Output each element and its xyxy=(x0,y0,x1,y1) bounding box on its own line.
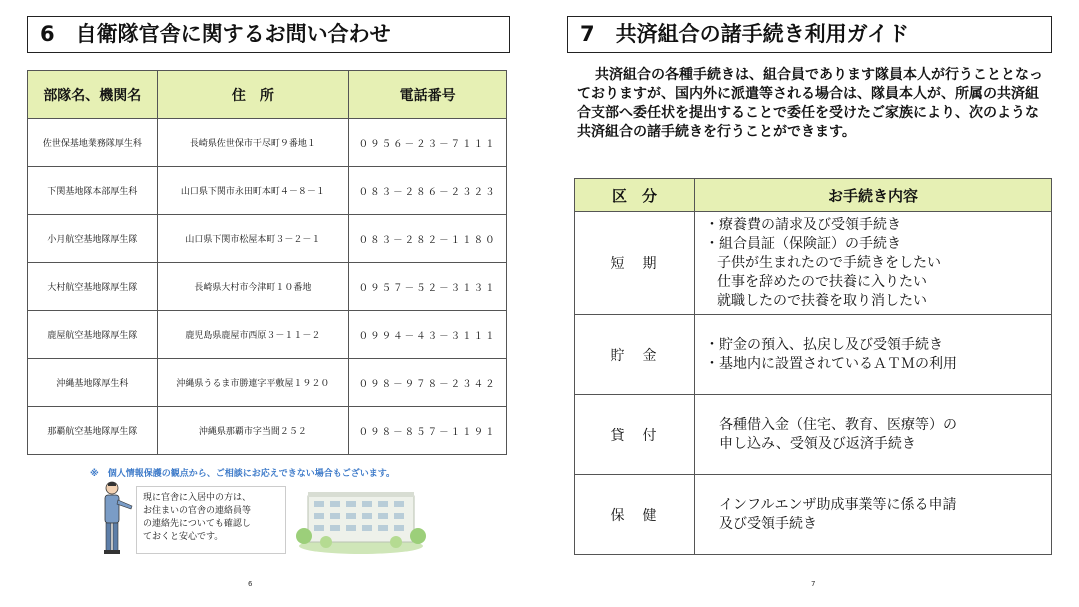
phone-cell: ０８３－２８２－１１８０ xyxy=(349,215,507,263)
address-cell: 山口県下関市永田町本町４－８－１ xyxy=(157,167,349,215)
address-cell: 沖縄県那覇市字当間２５２ xyxy=(157,407,349,455)
speech-line: お住まいの官舎の連絡員等 xyxy=(143,506,252,516)
table-header-row xyxy=(575,179,1052,212)
content-cell xyxy=(695,395,1052,475)
phone-cell: ０９８－９７８－２３４２ xyxy=(349,359,507,407)
unit-cell: 小月航空基地隊厚生隊 xyxy=(28,215,158,263)
address-cell: 長崎県大村市今津町１０番地 xyxy=(157,263,349,311)
table-row xyxy=(28,119,507,167)
address-cell: 長崎県佐世保市干尽町９番地１ xyxy=(157,119,349,167)
content-line: 及び受領手続き xyxy=(719,515,817,532)
content-cell xyxy=(695,212,1052,315)
header-unit: 部隊名、機関名 xyxy=(28,71,158,119)
content-line: ・基地内に設置されているＡＴＭの利用 xyxy=(705,355,957,372)
unit-cell: 佐世保基地業務隊厚生科 xyxy=(28,119,158,167)
contact-table xyxy=(27,70,507,455)
content-line: インフルエンザ助成事業等に係る申請 xyxy=(719,496,957,513)
content-line: 就職したので扶養を取り消したい xyxy=(717,292,927,309)
table-row xyxy=(28,359,507,407)
header-address: 住 所 xyxy=(157,71,349,119)
procedure-table xyxy=(574,178,1052,555)
speech-line: 現に官舎に入居中の方は、 xyxy=(143,493,252,503)
unit-cell: 沖縄基地隊厚生科 xyxy=(28,359,158,407)
content-line: 仕事を辞めたので扶養に入りたい xyxy=(717,273,927,290)
table-row xyxy=(28,215,507,263)
table-header-row xyxy=(28,71,507,119)
content-line: ・組合員証（保険証）の手続き xyxy=(705,235,901,252)
content-line: ・療養費の請求及び受領手続き xyxy=(705,216,901,233)
speech-bubble xyxy=(136,486,286,554)
table-row xyxy=(28,311,507,359)
speech-line: の連絡先についても確認し xyxy=(143,519,251,529)
phone-cell: ０９９４－４３－３１１１ xyxy=(349,311,507,359)
table-row xyxy=(28,263,507,311)
unit-cell: 下関基地隊本部厚生科 xyxy=(28,167,158,215)
content-line: 子供が生まれたので手続きをしたい xyxy=(717,254,941,271)
category-cell: 短 期 xyxy=(575,212,695,315)
content-cell xyxy=(695,475,1052,555)
content-cell xyxy=(695,315,1052,395)
phone-cell: ０９５６－２３－７１１１ xyxy=(349,119,507,167)
unit-cell: 鹿屋航空基地隊厚生隊 xyxy=(28,311,158,359)
category-cell: 貸 付 xyxy=(575,395,695,475)
address-cell: 沖縄県うるま市勝連字平敷屋１９２０ xyxy=(157,359,349,407)
phone-cell: ０９８－８５７－１１９１ xyxy=(349,407,507,455)
table-row xyxy=(575,315,1052,395)
table-row xyxy=(575,212,1052,315)
apartment-building-icon xyxy=(296,484,426,554)
privacy-note: ※ 個人情報保護の観点から、ご相談にお応えできない場合もございます。 xyxy=(90,469,396,479)
page-number: 7 xyxy=(811,580,816,588)
header-category: 区 分 xyxy=(575,179,695,212)
content-line: 各種借入金（住宅、教育、医療等）の xyxy=(719,416,957,433)
right-page xyxy=(540,0,1079,607)
phone-cell: ０９５７－５２－３１３１ xyxy=(349,263,507,311)
header-content: お手続き内容 xyxy=(695,179,1052,212)
header-phone: 電話番号 xyxy=(349,71,507,119)
page-number: 6 xyxy=(248,580,253,588)
table-row xyxy=(28,407,507,455)
category-cell: 貯 金 xyxy=(575,315,695,395)
section-title-6: 6 自衛隊官舎に関するお問い合わせ xyxy=(27,16,510,53)
unit-cell: 那覇航空基地隊厚生隊 xyxy=(28,407,158,455)
phone-cell: ０８３－２８６－２３２３ xyxy=(349,167,507,215)
address-cell: 山口県下関市松屋本町３－２－１ xyxy=(157,215,349,263)
intro-paragraph: 共済組合の各種手続きは、組合員であります隊員本人が行うこととなっておりますが、国内外に派遣等される場合は、隊員本人が、所属の共済組合支部へ委任状を提出することで委任を受けたご家族により、次のような共済組合の諸手続きを行うことができます。 xyxy=(577,67,1043,140)
person-pointing-icon xyxy=(100,480,134,556)
table-row xyxy=(28,167,507,215)
table-row xyxy=(575,475,1052,555)
unit-cell: 大村航空基地隊厚生隊 xyxy=(28,263,158,311)
address-cell: 鹿児島県鹿屋市西原３－１１－２ xyxy=(157,311,349,359)
speech-line: ておくと安心です。 xyxy=(143,532,224,542)
category-cell: 保 健 xyxy=(575,475,695,555)
content-line: ・貯金の預入、払戻し及び受領手続き xyxy=(705,336,943,353)
content-line: 申し込み、受領及び返済手続き xyxy=(719,435,916,452)
table-row xyxy=(575,395,1052,475)
section-title-7: 7 共済組合の諸手続き利用ガイド xyxy=(567,16,1052,53)
